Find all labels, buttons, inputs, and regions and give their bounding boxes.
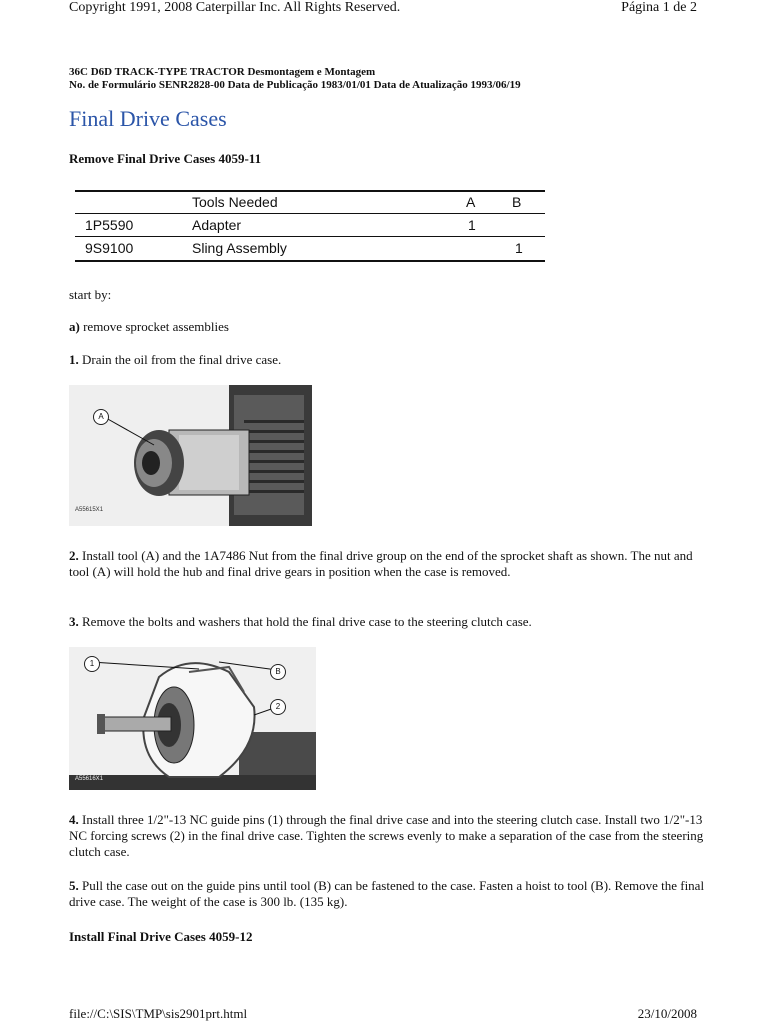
install-heading: Install Final Drive Cases 4059-12 (69, 929, 253, 944)
step-1 (69, 352, 709, 368)
meta-line-1: 36C D6D TRACK-TYPE TRACTOR Desmontagem e Montagem (69, 66, 376, 78)
step-number: 1. (69, 352, 79, 367)
table-rule-bottom (75, 260, 545, 262)
step-number: 2. (69, 548, 79, 563)
callout-1: 1 (84, 656, 100, 672)
figure-id: A55616X1 (75, 776, 104, 782)
table-cell-name: Adapter (192, 217, 242, 233)
step-2 (69, 548, 709, 580)
step-5 (69, 878, 709, 910)
table-cell-b: 1 (515, 240, 523, 256)
document-meta (69, 66, 521, 92)
table-rule-top (75, 190, 545, 192)
figure-sprocket-shaft (69, 385, 312, 526)
step-number: 4. (69, 812, 79, 827)
step-number: 3. (69, 614, 79, 629)
table-header-tools: Tools Needed (192, 194, 278, 210)
callout-b: B (270, 664, 286, 680)
table-cell-part: 1P5590 (85, 217, 134, 233)
table-cell-part: 9S9100 (85, 240, 134, 256)
sprocket-shaft-illustration (69, 385, 312, 526)
step-text: remove sprocket assemblies (83, 319, 229, 334)
page-title: Final Drive Cases (69, 106, 227, 131)
step-4 (69, 812, 709, 860)
table-rule-row (75, 236, 545, 237)
table-rule-header (75, 213, 545, 214)
copyright-notice: Copyright 1991, 2008 Caterpillar Inc. All Rights Reserved. (69, 0, 401, 15)
table-cell-name: Sling Assembly (192, 240, 287, 256)
prerequisite-step (69, 319, 709, 335)
table-header-a: A (466, 194, 476, 210)
remove-heading: Remove Final Drive Cases 4059-11 (69, 151, 262, 166)
step-text: Remove the bolts and washers that hold the final drive case to the steering clutch case. (82, 614, 532, 629)
tools-table (75, 190, 545, 264)
step-number: 5. (69, 878, 79, 893)
file-path: file://C:\SIS\TMP\sis2901prt.html (69, 1006, 248, 1021)
step-marker: a) (69, 319, 80, 334)
start-by-text: start by: (69, 287, 112, 302)
print-date: 23/10/2008 (637, 1006, 697, 1021)
figure-id: A55615X1 (75, 507, 104, 513)
step-text: Drain the oil from the final drive case. (82, 352, 282, 367)
step-text: Install tool (A) and the 1A7486 Nut from the final drive group on the end of the sprocket shaft as shown. The nut and tool (A) will hold the hub and final drive gears in position when the case is removed. (69, 548, 693, 579)
callout-2: 2 (270, 699, 286, 715)
figure-final-drive-case (69, 647, 316, 790)
page-number: Página 1 de 2 (621, 0, 697, 15)
meta-line-2: No. de Formulário SENR2828-00 Data de Publicação 1983/01/01 Data de Atualização 1993/06/19 (69, 79, 521, 91)
step-text: Install three 1/2"-13 NC guide pins (1) through the final drive case and into the steering clutch case. Install two 1/2"-13 NC forcing screws (2) in the final drive case. Tighten the screws evenly to make a separation of the case from the steering clutch case. (69, 812, 704, 859)
step-text: Pull the case out on the guide pins until tool (B) can be fastened to the case. Fasten a hoist to tool (B). Remove the final drive case. The weight of the case is 300 lb. (135 kg). (69, 878, 705, 909)
step-3 (69, 614, 709, 630)
table-cell-a: 1 (468, 217, 476, 233)
callout-a: A (93, 409, 109, 425)
table-header-b: B (512, 194, 522, 210)
